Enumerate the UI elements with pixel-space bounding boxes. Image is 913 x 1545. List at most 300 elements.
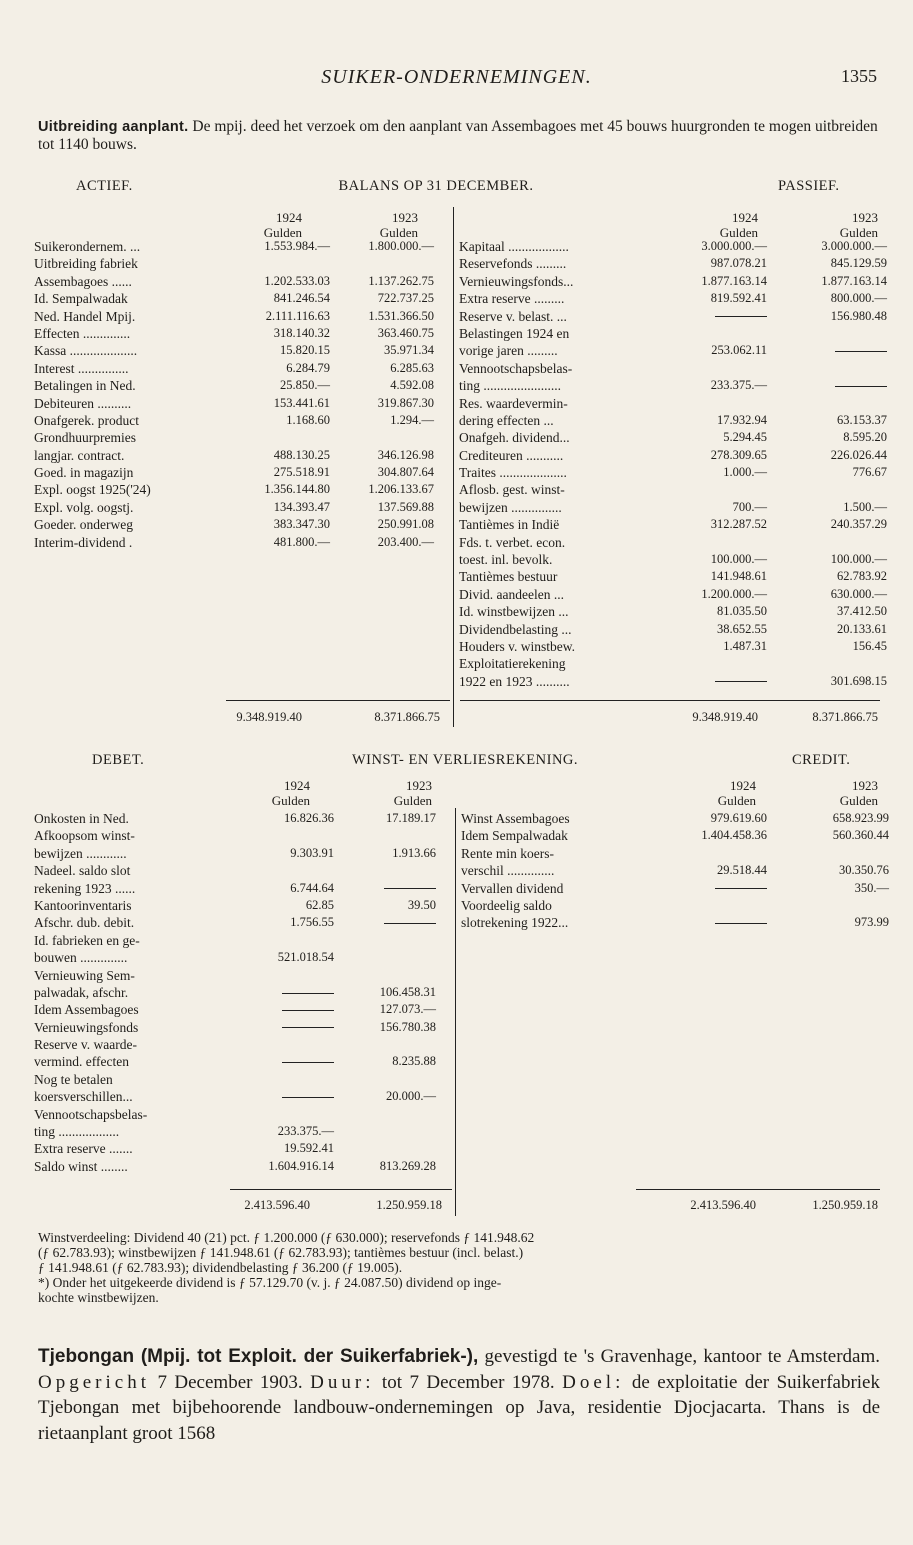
nil-dash: [384, 888, 436, 889]
table-row: [459, 412, 887, 429]
row-label: Interest ...............: [34, 360, 129, 376]
table-row: [461, 897, 881, 914]
value-1924: [657, 308, 767, 325]
value-1923: 319.867.30: [377, 395, 434, 410]
table-row: [461, 880, 889, 897]
table-row: [34, 342, 444, 359]
row-label: Betalingen in Ned.: [34, 378, 136, 394]
row-label: Id. fabrieken en ge-: [34, 932, 140, 948]
table-row: [34, 360, 444, 377]
table-row: [34, 238, 444, 255]
lead-text: De mpij. deed het verzoek om den aanplant van Assembagoes met 45 bouws huurgronden te mogen uitbreiden tot 1140 bouws.: [38, 118, 878, 153]
balance-title: BALANS OP 31 DECEMBER.: [338, 178, 534, 194]
row-label: bewijzen ............: [34, 845, 127, 861]
row-label: vermind. effecten: [34, 1054, 129, 1070]
table-row: [34, 880, 449, 897]
total-rule: [230, 1189, 452, 1190]
value-1923: 1.137.262.75: [368, 273, 434, 288]
company-name: Tjebongan (Mpij. tot Exploit. der Suikerfabriek-),: [38, 1346, 479, 1367]
row-label: Debiteuren ..........: [34, 395, 132, 411]
total-value: 8.371.866.75: [374, 710, 440, 724]
table-row: [34, 932, 449, 949]
table-row: [34, 395, 444, 412]
table-row: [34, 429, 444, 446]
value-1924: 9.303.91: [290, 845, 334, 860]
value-1923: 722.737.25: [377, 291, 434, 306]
value-1923: 17.189.17: [386, 811, 436, 825]
table-row: [34, 325, 444, 342]
actief-title: ACTIEF.: [76, 178, 133, 194]
value-1924: [224, 984, 334, 1001]
value-1923: 3.000.000.—: [821, 239, 887, 253]
value-1923: 776.67: [852, 465, 887, 480]
table-row: [34, 1140, 449, 1157]
row-label: 1922 en 1923 ..........: [459, 673, 570, 689]
value-1923: 100.000.—: [830, 552, 887, 567]
col-year-1924: 1924 Gulden: [263, 210, 302, 240]
row-label: Kapitaal ..................: [459, 239, 569, 254]
value-1924: 81.035.50: [717, 604, 767, 619]
row-label: Tantièmes in Indië: [459, 517, 560, 533]
row-label: ting .......................: [459, 378, 562, 394]
value-1923: [777, 342, 887, 359]
table-row: [34, 534, 444, 551]
total-value: 2.413.596.40: [244, 1198, 310, 1212]
col-year-1923: 1923 Gulden: [393, 778, 432, 808]
col-year-1924: 1924 Gulden: [719, 210, 758, 240]
table-row: [461, 914, 889, 931]
total-value: 2.413.596.40: [690, 1198, 756, 1212]
table-row: [459, 534, 879, 551]
table-row: [34, 273, 444, 290]
value-1924: 481.800.—: [273, 534, 330, 549]
value-1923: [777, 377, 887, 394]
value-1923: 30.350.76: [839, 863, 889, 878]
value-1923: 1.913.66: [392, 845, 436, 860]
value-1924: 1.404.458.36: [701, 828, 767, 843]
winst-title: WINST- EN VERLIESREKENING.: [351, 752, 579, 768]
row-label: Dividendbelasting ...: [459, 621, 572, 637]
value-1924: [657, 880, 767, 897]
passief-title: PASSIEF.: [778, 178, 840, 194]
table-row: [461, 862, 889, 879]
row-label: Afschr. dub. debit.: [34, 915, 135, 931]
total-value: 1.250.959.18: [376, 1198, 442, 1212]
value-1923: 560.360.44: [832, 828, 889, 843]
value-1924: [224, 1001, 334, 1018]
row-label: Interim-dividend .: [34, 534, 133, 550]
table-row: [34, 1158, 449, 1175]
value-1924: 153.441.61: [273, 395, 330, 410]
value-1924: 275.518.91: [273, 465, 330, 480]
value-1924: 841.246.54: [273, 291, 330, 306]
row-label: Rente min koers-: [461, 845, 554, 861]
total-rule: [636, 1189, 880, 1190]
row-label: Traites ....................: [459, 465, 567, 481]
row-label: Reserve v. waarde-: [34, 1037, 137, 1053]
row-label: Fds. t. verbet. econ.: [459, 534, 566, 550]
row-label: Vernieuwingsfonds...: [459, 273, 574, 289]
table-row: [461, 845, 881, 862]
table-row: [459, 551, 887, 568]
total-value: 9.348.919.40: [692, 710, 758, 724]
value-1924: 312.287.52: [710, 517, 767, 532]
row-label: Tantièmes bestuur: [459, 569, 558, 585]
row-label: Afkoopsom winst-: [34, 828, 135, 844]
row-label: Nadeel. saldo slot: [34, 863, 131, 879]
nil-dash: [715, 888, 767, 889]
value-1924: 38.652.55: [717, 621, 767, 636]
value-1924: 25.850.—: [280, 378, 330, 393]
running-title: SUIKER-ONDERNEMINGEN.: [321, 66, 592, 88]
value-1924: 6.284.79: [286, 360, 330, 375]
value-1923: 304.807.64: [377, 465, 434, 480]
value-1923: 250.991.08: [377, 517, 434, 532]
row-label: Kassa ....................: [34, 343, 138, 359]
value-1924: [224, 1088, 334, 1105]
value-1924: 233.375.—: [710, 378, 767, 393]
total-rule: [226, 700, 450, 701]
value-1924: 488.130.25: [273, 447, 330, 462]
row-label: Exploitatierekening: [459, 656, 566, 672]
table-row: [459, 255, 887, 272]
nil-dash: [384, 923, 436, 924]
value-1923: 845.129.59: [830, 256, 887, 271]
row-label: Onkosten in Ned.: [34, 811, 129, 826]
total-value: 1.250.959.18: [812, 1198, 878, 1212]
value-1923: 156.780.38: [379, 1019, 436, 1034]
table-row: [34, 290, 444, 307]
table-row: [34, 308, 444, 325]
nil-dash: [715, 681, 767, 682]
table-row: [459, 360, 879, 377]
row-label: Idem Sempalwadak: [461, 828, 568, 844]
value-1924: 1.756.55: [290, 915, 334, 930]
row-label: palwadak, afschr.: [34, 984, 129, 1000]
row-label: toest. inl. bevolk.: [459, 552, 553, 568]
col-year-1924: 1924 Gulden: [717, 778, 756, 808]
table-row: [34, 1036, 449, 1053]
table-row: [459, 499, 887, 516]
table-row: [459, 447, 887, 464]
table-row: [459, 395, 879, 412]
table-row: [34, 1106, 449, 1123]
value-1924: 1.200.000.—: [701, 586, 767, 601]
table-row: [459, 673, 887, 690]
value-1924: 233.375.—: [277, 1124, 334, 1139]
col-year-1923: 1923 Gulden: [379, 210, 418, 240]
row-label: Nog te betalen: [34, 1071, 113, 1087]
value-1924: 100.000.—: [710, 552, 767, 567]
value-1924: 1.553.984.—: [264, 239, 330, 253]
value-1923: 203.400.—: [377, 534, 434, 549]
row-label: dering effecten ...: [459, 412, 554, 428]
credit-title: CREDIT.: [792, 752, 851, 768]
value-1923: 240.357.29: [830, 517, 887, 532]
row-label: Id. Sempalwadak: [34, 291, 128, 307]
table-row: [34, 464, 444, 481]
table-row: [459, 603, 887, 620]
table-row: [459, 638, 887, 655]
row-label: Effecten ..............: [34, 325, 131, 341]
col-year-1924: 1924 Gulden: [271, 778, 310, 808]
table-row: [459, 481, 879, 498]
table-row: [34, 1071, 449, 1088]
debet-list: [34, 810, 449, 1175]
nil-dash: [835, 386, 887, 387]
winst-divider: [455, 808, 456, 1216]
value-1924: 141.948.61: [710, 569, 767, 584]
value-1923: 658.923.99: [832, 811, 889, 825]
value-1924: 819.592.41: [710, 291, 767, 306]
table-row: [459, 516, 887, 533]
row-label: Ned. Handel Mpij.: [34, 308, 136, 324]
value-1924: 1.877.163.14: [701, 273, 767, 288]
row-label: Vennootschapsbelas-: [459, 360, 573, 376]
value-1923: 363.460.75: [377, 325, 434, 340]
row-label: rekening 1923 ......: [34, 880, 136, 896]
table-row: [459, 568, 887, 585]
table-row: [34, 914, 449, 931]
page-header: [0, 66, 913, 94]
row-label: Id. winstbewijzen ...: [459, 604, 569, 620]
value-1923: 137.569.88: [377, 499, 434, 514]
page-number: 1355: [841, 66, 877, 86]
value-1924: 17.932.94: [717, 412, 767, 427]
nil-dash: [715, 316, 767, 317]
value-1923: 8.235.88: [392, 1054, 436, 1069]
value-1924: 979.619.60: [710, 811, 767, 825]
value-1923: 127.073.—: [379, 1002, 436, 1017]
table-row: [34, 412, 444, 429]
value-1923: 1.800.000.—: [368, 239, 434, 253]
value-1923: 813.269.28: [379, 1158, 436, 1173]
value-1923: 301.698.15: [830, 673, 887, 688]
total-value: 9.348.919.40: [236, 710, 302, 724]
value-1923: 1.531.366.50: [368, 308, 434, 323]
value-1923: 35.971.34: [384, 343, 434, 358]
value-1923: 630.000.—: [830, 586, 887, 601]
value-1924: 253.062.11: [711, 343, 767, 358]
total-value: 8.371.866.75: [812, 710, 878, 724]
table-row: [34, 377, 444, 394]
table-row: [459, 377, 879, 394]
table-row: [459, 464, 887, 481]
value-1924: 19.592.41: [284, 1141, 334, 1156]
value-1924: [224, 1019, 334, 1036]
value-1923: 226.026.44: [830, 447, 887, 462]
table-row: [459, 655, 879, 672]
value-1923: 1.206.133.67: [368, 482, 434, 497]
table-row: [34, 255, 444, 272]
value-1924: 987.078.21: [710, 256, 767, 271]
value-1923: 20.133.61: [837, 621, 887, 636]
value-1924: 134.393.47: [273, 499, 330, 514]
value-1923: 156.980.48: [830, 308, 887, 323]
value-1923: 1.877.163.14: [821, 273, 887, 288]
value-1923: 350.—: [854, 880, 889, 895]
row-label: Uitbreiding fabriek: [34, 256, 138, 272]
row-label: Vervallen dividend: [461, 880, 564, 896]
row-label: slotrekening 1922...: [461, 915, 569, 931]
value-1923: 1.294.—: [390, 412, 434, 427]
row-label: Goed. in magazijn: [34, 465, 134, 481]
table-row: [459, 273, 887, 290]
row-label: bouwen ..............: [34, 950, 128, 966]
row-label: ting ..................: [34, 1124, 120, 1140]
value-1923: 39.50: [407, 897, 436, 912]
row-label: bewijzen ...............: [459, 499, 562, 515]
lead-paragraph: [38, 118, 880, 153]
row-label: Houders v. winstbew.: [459, 638, 575, 654]
table-row: [34, 516, 444, 533]
value-1924: 62.85: [305, 897, 334, 912]
value-1924: 521.018.54: [277, 950, 334, 965]
row-label: Reserve v. belast. ...: [459, 308, 567, 324]
table-row: [34, 827, 449, 844]
value-1923: 346.126.98: [377, 447, 434, 462]
value-1924: [657, 914, 767, 931]
row-label: Extra reserve .........: [459, 291, 565, 307]
row-label: Expl. volg. oogstj.: [34, 499, 134, 515]
row-label: Idem Assembagoes: [34, 1002, 139, 1018]
value-1923: [326, 914, 436, 931]
row-label: Vennootschapsbelas-: [34, 1106, 148, 1122]
row-label: verschil ..............: [461, 863, 555, 879]
table-row: [459, 621, 887, 638]
profit-distribution-note: Winstverdeeling: Dividend 40 (21) pct. ƒ 1.200.000 (ƒ 630.000); reservefonds ƒ 141.948.62 (ƒ 62.783.93); winstbewijzen ƒ 141.948.61 (ƒ 62.783.93); tantièmes bestuur (incl. belast.) ƒ 141.948.61 (ƒ 62.783.93); dividendbelasting ƒ 36.200 (ƒ 19.005). *) Onder het uitgekeerde dividend is ƒ 57.129.70 (v. j. ƒ 24.087.50) dividend op inge- kochte winstbewijzen.: [38, 1230, 535, 1305]
actief-list: [34, 238, 444, 551]
passief-list: [459, 238, 887, 690]
table-row: [459, 308, 887, 325]
table-row: [34, 1053, 449, 1070]
value-1924: 700.—: [732, 499, 767, 514]
credit-list: [461, 810, 889, 932]
value-1923: 20.000.—: [386, 1089, 436, 1104]
table-row: [459, 290, 887, 307]
value-1923: 800.000.—: [830, 291, 887, 306]
nil-dash: [715, 923, 767, 924]
value-1923: 37.412.50: [837, 604, 887, 619]
value-1924: 15.820.15: [280, 343, 330, 358]
row-label: Saldo winst ........: [34, 1158, 128, 1174]
value-1924: [657, 673, 767, 690]
row-label: Aflosb. gest. winst-: [459, 482, 565, 498]
table-row: [459, 342, 879, 359]
row-label: Winst Assembagoes: [461, 811, 570, 826]
row-label: Crediteuren ...........: [459, 447, 564, 463]
value-1923: 6.285.63: [390, 360, 434, 375]
table-row: [34, 810, 449, 827]
table-row: [34, 499, 444, 516]
table-row: [34, 447, 444, 464]
value-1923: 62.783.92: [837, 569, 887, 584]
value-1923: 973.99: [854, 915, 889, 930]
row-label: Belastingen 1924 en: [459, 325, 570, 341]
value-1923: 156.45: [852, 638, 887, 653]
row-label: Onafgeh. dividend...: [459, 430, 570, 446]
row-label: langjar. contract.: [34, 447, 125, 463]
value-1924: 6.744.64: [290, 880, 334, 895]
table-row: [461, 810, 889, 827]
value-1924: 1.168.60: [286, 412, 330, 427]
debet-title: DEBET.: [92, 752, 145, 768]
value-1924: 1.356.144.80: [264, 482, 330, 497]
total-rule: [460, 700, 880, 701]
table-row: [459, 586, 887, 603]
row-label: Expl. oogst 1925('24): [34, 482, 151, 498]
value-1924: [224, 1053, 334, 1070]
table-row: [34, 1123, 449, 1140]
value-1924: 29.518.44: [717, 863, 767, 878]
row-label: Onafgerek. product: [34, 412, 139, 428]
lead-heading: Uitbreiding aanplant.: [38, 119, 189, 135]
table-row: [34, 845, 449, 862]
row-label: Res. waardevermin-: [459, 395, 568, 411]
row-label: koersverschillen...: [34, 1089, 133, 1105]
table-row: [461, 827, 889, 844]
value-1924: 3.000.000.—: [701, 239, 767, 253]
table-row: [34, 481, 444, 498]
table-row: [34, 862, 449, 879]
company-entry: Tjebongan (Mpij. tot Exploit. der Suikerfabriek-), gevestigd te 's Gravenhage, kantoor te Amsterdam. Opgericht 7 December 1903. Duur: tot 7 December 1978. Doel: de exploitatie der Suikerfabriek Tjebongan met bijbehoorende landbouw-ondernemingen op Java, residentie Djocjacarta. Thans is de rietaanplant groot 1568: [38, 1346, 880, 1444]
table-row: [34, 949, 449, 966]
row-label: Assembagoes ......: [34, 273, 132, 289]
table-row: [459, 238, 887, 255]
balance-divider: [453, 207, 454, 727]
row-label: Voordeelig saldo: [461, 897, 552, 913]
value-1924: 16.826.36: [284, 811, 334, 825]
value-1923: [326, 880, 436, 897]
col-year-1923: 1923 Gulden: [839, 210, 878, 240]
value-1924: 278.309.65: [710, 447, 767, 462]
table-row: [34, 967, 449, 984]
row-label: Grondhuurpremies: [34, 430, 136, 446]
row-label: Divid. aandeelen ...: [459, 586, 564, 602]
value-1923: 4.592.08: [390, 378, 434, 393]
row-label: Goeder. onderweg: [34, 517, 133, 533]
table-row: [34, 1019, 449, 1036]
table-row: [459, 325, 879, 342]
table-row: [459, 429, 887, 446]
value-1924: 1.202.533.03: [264, 273, 330, 288]
table-row: [34, 984, 449, 1001]
table-row: [34, 1001, 449, 1018]
value-1923: 106.458.31: [379, 984, 436, 999]
row-label: Kantoorinventaris: [34, 897, 132, 913]
value-1924: 1.604.916.14: [268, 1158, 334, 1173]
value-1923: 1.500.—: [843, 499, 887, 514]
table-row: [34, 1088, 449, 1105]
nil-dash: [835, 351, 887, 352]
row-label: Extra reserve .......: [34, 1141, 133, 1157]
value-1924: 2.111.116.63: [265, 308, 330, 323]
value-1923: 8.595.20: [843, 430, 887, 445]
value-1924: 1.487.31: [723, 638, 767, 653]
value-1924: 318.140.32: [273, 325, 330, 340]
row-label: Vernieuwingsfonds: [34, 1019, 139, 1035]
row-label: Suikerondernem. ...: [34, 239, 141, 254]
row-label: Vernieuwing Sem-: [34, 967, 135, 983]
value-1924: 1.000.—: [723, 465, 767, 480]
row-label: Reservefonds .........: [459, 256, 567, 272]
table-row: [34, 897, 449, 914]
value-1924: 383.347.30: [273, 517, 330, 532]
value-1923: 63.153.37: [837, 412, 887, 427]
row-label: vorige jaren .........: [459, 343, 558, 359]
value-1924: 5.294.45: [723, 430, 767, 445]
col-year-1923: 1923 Gulden: [839, 778, 878, 808]
